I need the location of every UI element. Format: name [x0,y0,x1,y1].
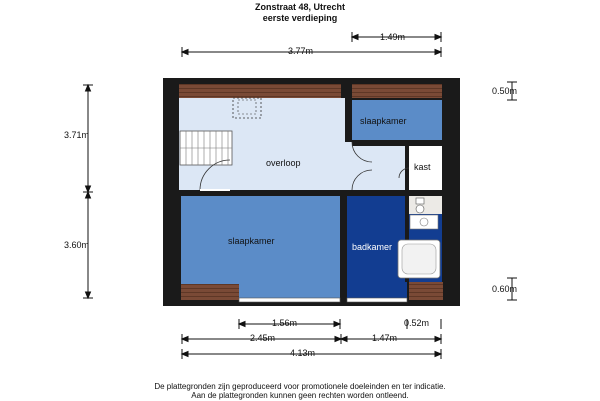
dimension-label-bottom-inner: 1.56m [272,318,298,328]
roof-edge-top-left [179,84,341,98]
dimension-label-bottom-total: 4.13m [290,348,316,358]
dimension-label-top-right: 1.49m [380,32,406,42]
dimension-label-left-lower: 3.60m [64,240,90,250]
room-label-slaapkamer-main: slaapkamer [228,236,275,246]
room-label-slaapkamer-top: slaapkamer [360,116,407,126]
room-label-kast: kast [414,162,431,172]
dimension-label-top-total: 3.77m [288,46,314,56]
sink-icon [410,215,438,229]
bathtub-icon [398,240,440,278]
dimension-label-right-upper: 0.50m [492,86,518,96]
disclaimer-line-1: De plattegronden zijn geproduceerd voor promotionele doeleinden en ter indicatie. [154,382,446,391]
roof-edge-bottom-right [409,282,443,300]
window-bedroom [239,298,340,302]
window-bathroom [347,298,407,302]
disclaimer-line-2: Aan de plattegronden kunnen geen rechten worden ontleend. [191,391,409,400]
staircase [180,131,232,165]
dimension-label-right-lower: 0.60m [492,284,518,294]
room-label-overloop: overloop [266,158,301,168]
roof-edge-top-right [352,84,442,98]
floorplan-floor-name: eerste verdieping [262,13,338,23]
overloop-corridor [345,142,407,190]
room-label-badkamer: badkamer [352,242,393,252]
dimension-label-bottom-right: 1.47m [372,333,398,343]
dimension-label-left-upper: 3.71m [64,130,90,140]
dimension-label-bottom-left: 2.45m [250,333,276,343]
dimension-label-bottom-small: 0.52m [404,318,430,328]
floorplan-address: Zonstraat 48, Utrecht [254,2,346,12]
